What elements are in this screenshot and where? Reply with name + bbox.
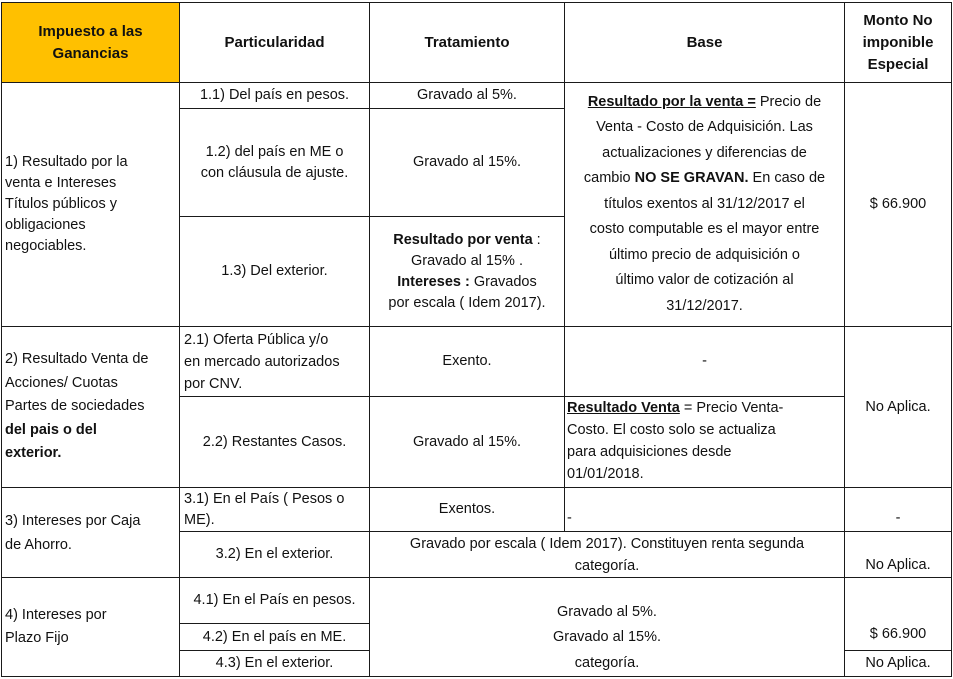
particularidad-1-2: 1.2) del país en ME o con cláusula de ajuste.	[179, 108, 370, 217]
header-base: Base	[564, 2, 845, 83]
particularidad-4-3: 4.3) En el exterior.	[179, 650, 370, 677]
tratamiento-3-1: Exentos.	[369, 487, 565, 532]
tratamiento-2-1: Exento.	[369, 326, 565, 397]
tratamiento-1-3: Resultado por venta : Gravado al 15% . Intereses : Gravados por escala ( Idem 2017).	[369, 216, 565, 327]
particularidad-4-1: 4.1) En el País en pesos.	[179, 577, 370, 624]
monto-3-1: -	[844, 487, 952, 532]
resultado-por-venta-label: Resultado por venta	[393, 231, 533, 248]
base-3-1: -	[564, 487, 845, 532]
header-particularidad: Particularidad	[179, 2, 370, 83]
group2-label: 2) Resultado Venta de Acciones/ Cuotas Partes de sociedades del pais o del exterior.	[1, 326, 180, 488]
monto-4-3: No Aplica.	[844, 650, 952, 677]
monto-group2: No Aplica.	[844, 326, 952, 488]
base-2-1: -	[564, 326, 845, 397]
tratamiento-1-1: Gravado al 5%.	[369, 82, 565, 109]
particularidad-1-3: 1.3) Del exterior.	[179, 216, 370, 327]
tratamiento-2-2: Gravado al 15%.	[369, 396, 565, 488]
monto-3-2: No Aplica.	[844, 531, 952, 578]
particularidad-4-2: 4.2) En el país en ME.	[179, 623, 370, 651]
particularidad-2-2: 2.2) Restantes Casos.	[179, 396, 370, 488]
particularidad-1-1: 1.1) Del país en pesos.	[179, 82, 370, 109]
header-monto: Monto No imponible Especial	[844, 2, 952, 83]
particularidad-3-1: 3.1) En el País ( Pesos o ME).	[179, 487, 370, 532]
particularidad-2-1: 2.1) Oferta Pública y/o en mercado autorizados por CNV.	[179, 326, 370, 397]
tratamiento-base-4-2: Gravado al 15%.	[552, 629, 661, 645]
particularidad-3-2: 3.2) En el exterior.	[179, 531, 370, 578]
header-impuesto: Impuesto a las Ganancias	[1, 2, 180, 83]
monto-4-1-2: $ 66.900	[844, 577, 952, 651]
tratamiento-base-4-1: Gravado al 5%.	[557, 604, 657, 620]
monto-group1: $ 66.900	[844, 82, 952, 327]
group4-label: 4) Intereses por Plazo Fijo	[1, 577, 180, 677]
header-tratamiento: Tratamiento	[369, 2, 565, 83]
group3-label: 3) Intereses por Caja de Ahorro.	[1, 487, 180, 578]
base-group1: Resultado por la venta = Precio de Venta - Costo de Adquisición. Las actualizaciones y diferencias de cambio NO SE GRAVAN. En caso de títulos exentos al 31/12/2017 el costo computable es el mayor entre último precio de adquisición o último valor de cotización al 31/12/2017.	[564, 82, 845, 327]
tratamiento-1-2: Gravado al 15%.	[369, 108, 565, 217]
tratamiento-base-4-3: categoría.	[574, 655, 640, 671]
base-2-2: Resultado Venta = Precio Venta- Costo. El costo solo se actualiza para adquisiciones desde 01/01/2018.	[564, 396, 845, 488]
intereses-label: Intereses :	[397, 273, 470, 290]
group1-label: 1) Resultado por la venta e Intereses Títulos públicos y obligaciones negociables.	[1, 82, 180, 327]
tratamiento-base-3-2: Gravado por escala ( Idem 2017). Constituyen renta segunda categoría.	[369, 531, 845, 578]
